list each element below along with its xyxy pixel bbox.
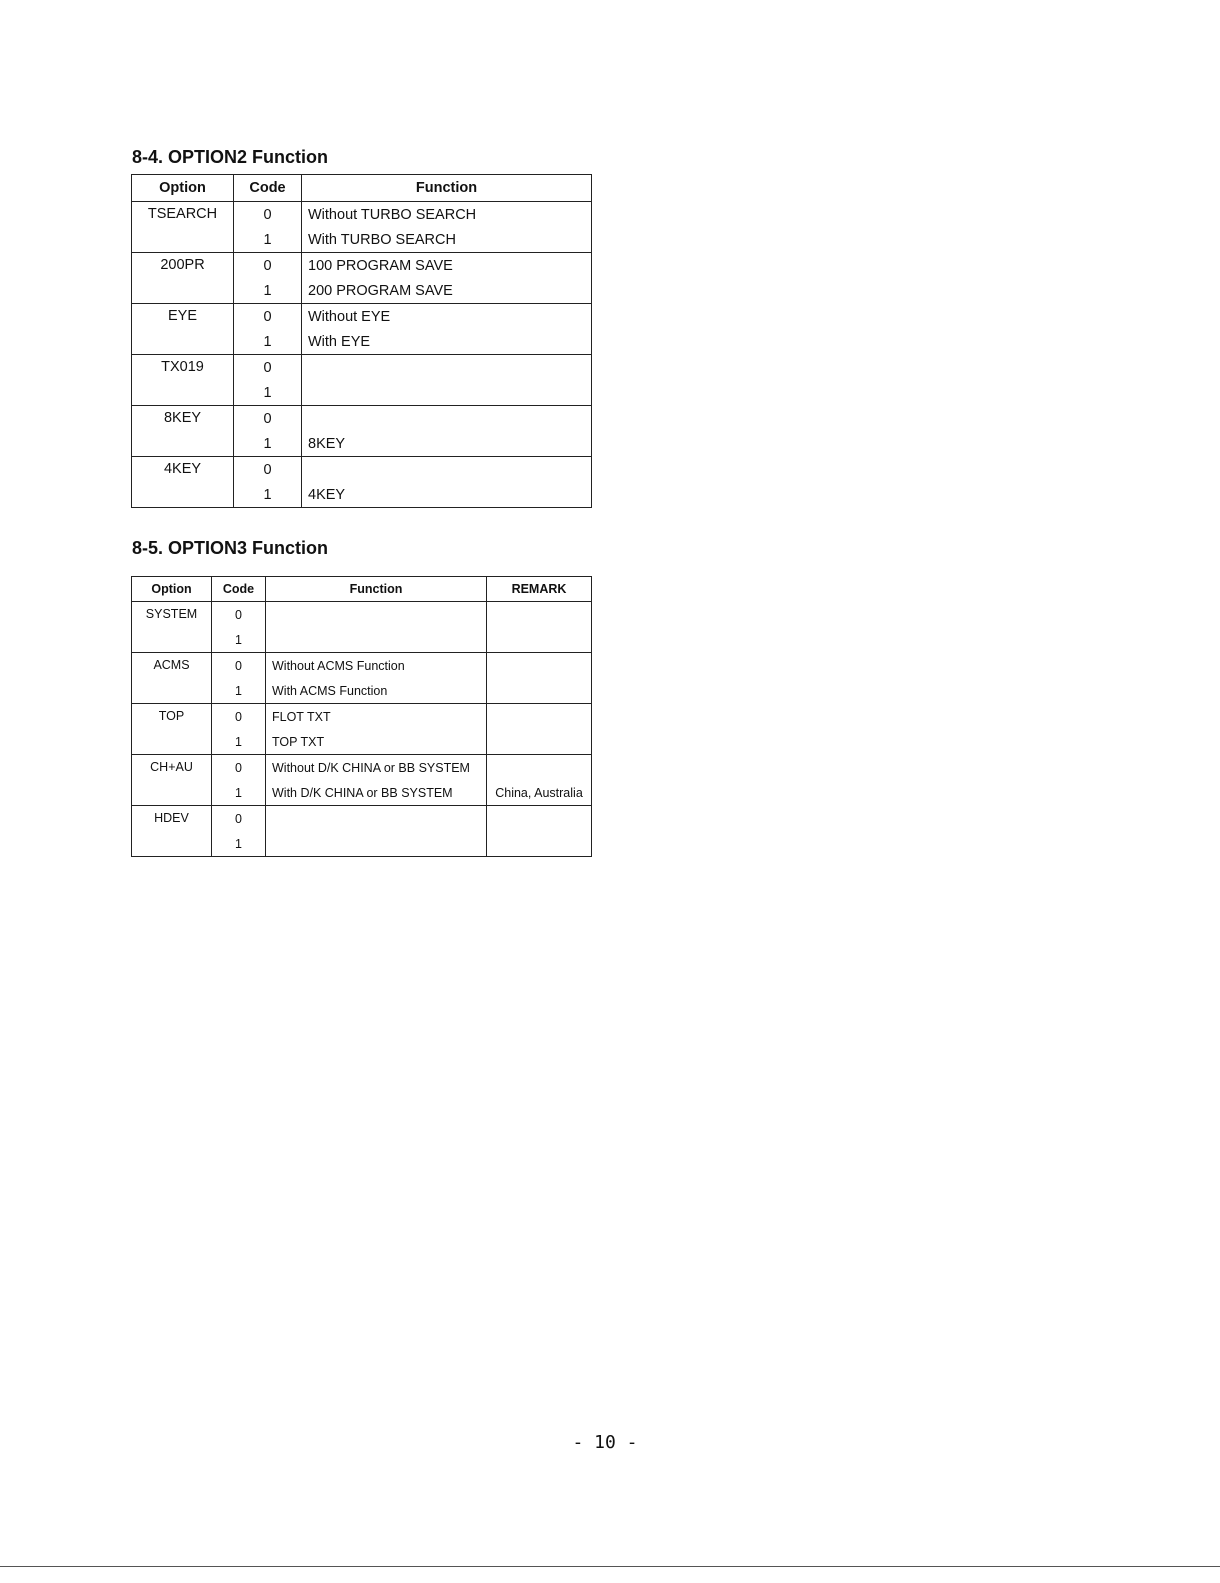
option-cell: 200PR [132,253,234,304]
header-remark: REMARK [487,577,592,602]
code-cell: 0 [234,406,302,432]
table-row [132,406,592,432]
table-row [132,806,592,832]
option2-table [131,174,592,508]
table-row [132,755,592,781]
option-cell: HDEV [132,806,212,857]
code-cell: 0 [234,253,302,279]
function-cell: Without EYE [302,304,592,330]
function-cell: 200 PROGRAM SAVE [302,278,592,304]
function-cell: With D/K CHINA or BB SYSTEM [266,780,487,806]
table-row [132,355,592,381]
function-cell: With ACMS Function [266,678,487,704]
function-cell [266,602,487,628]
code-cell: 0 [212,653,266,679]
header-function: Function [302,175,592,202]
remark-cell [487,729,592,755]
function-cell [302,457,592,483]
code-cell: 1 [212,678,266,704]
option-cell: 4KEY [132,457,234,508]
header-code: Code [234,175,302,202]
remark-cell [487,653,592,679]
function-cell: With EYE [302,329,592,355]
option-cell: TX019 [132,355,234,406]
header-option: Option [132,175,234,202]
table-row [132,704,592,730]
function-cell [266,831,487,857]
code-cell: 0 [212,755,266,781]
code-cell: 0 [234,355,302,381]
function-cell: With TURBO SEARCH [302,227,592,253]
code-cell: 0 [212,602,266,628]
function-cell: Without D/K CHINA or BB SYSTEM [266,755,487,781]
table-row [132,602,592,628]
header-function: Function [266,577,487,602]
remark-cell [487,806,592,832]
option-cell: CH+AU [132,755,212,806]
code-cell: 1 [234,431,302,457]
remark-cell: China, Australia [495,785,583,800]
function-cell: 8KEY [302,431,592,457]
page-number: - 10 - [572,1432,638,1453]
option-cell: ACMS [132,653,212,704]
function-cell: Without ACMS Function [266,653,487,679]
function-cell [302,380,592,406]
function-cell [266,627,487,653]
code-cell: 1 [212,729,266,755]
table-row [132,653,592,679]
table-row [132,202,592,228]
code-cell: 1 [212,627,266,653]
option-cell: 8KEY [132,406,234,457]
option-cell: EYE [132,304,234,355]
code-cell: 0 [234,202,302,228]
table-header-row [132,577,592,602]
function-cell: 4KEY [302,482,592,508]
function-cell [302,406,592,432]
code-cell: 0 [212,806,266,832]
option-cell: TOP [132,704,212,755]
remark-cell [487,602,592,628]
function-cell: Without TURBO SEARCH [302,202,592,228]
code-cell: 1 [234,380,302,406]
code-cell: 0 [234,304,302,330]
section-title-option2: 8-4. OPTION2 Function [132,147,329,167]
function-cell: 100 PROGRAM SAVE [302,253,592,279]
option-cell: SYSTEM [132,602,212,653]
table-row [132,457,592,483]
remark-cell [487,627,592,653]
code-cell: 1 [212,831,266,857]
option-cell: TSEARCH [132,202,234,253]
code-cell: 0 [212,704,266,730]
option3-table [131,576,592,857]
table-row [132,304,592,330]
code-cell: 0 [234,457,302,483]
header-code: Code [212,577,266,602]
function-cell: TOP TXT [266,729,487,755]
function-cell [266,806,487,832]
code-cell: 1 [212,780,266,806]
function-cell [302,355,592,381]
header-option: Option [132,577,212,602]
table-row [132,253,592,279]
table-header-row [132,175,592,202]
code-cell: 1 [234,278,302,304]
code-cell: 1 [234,482,302,508]
code-cell: 1 [234,227,302,253]
remark-cell [487,704,592,730]
bottom-divider [0,1566,1220,1567]
remark-cell [487,831,592,857]
code-cell: 1 [234,329,302,355]
remark-cell [487,678,592,704]
function-cell: FLOT TXT [266,704,487,730]
remark-cell [487,755,592,781]
section-title-option3: 8-5. OPTION3 Function [132,538,329,558]
